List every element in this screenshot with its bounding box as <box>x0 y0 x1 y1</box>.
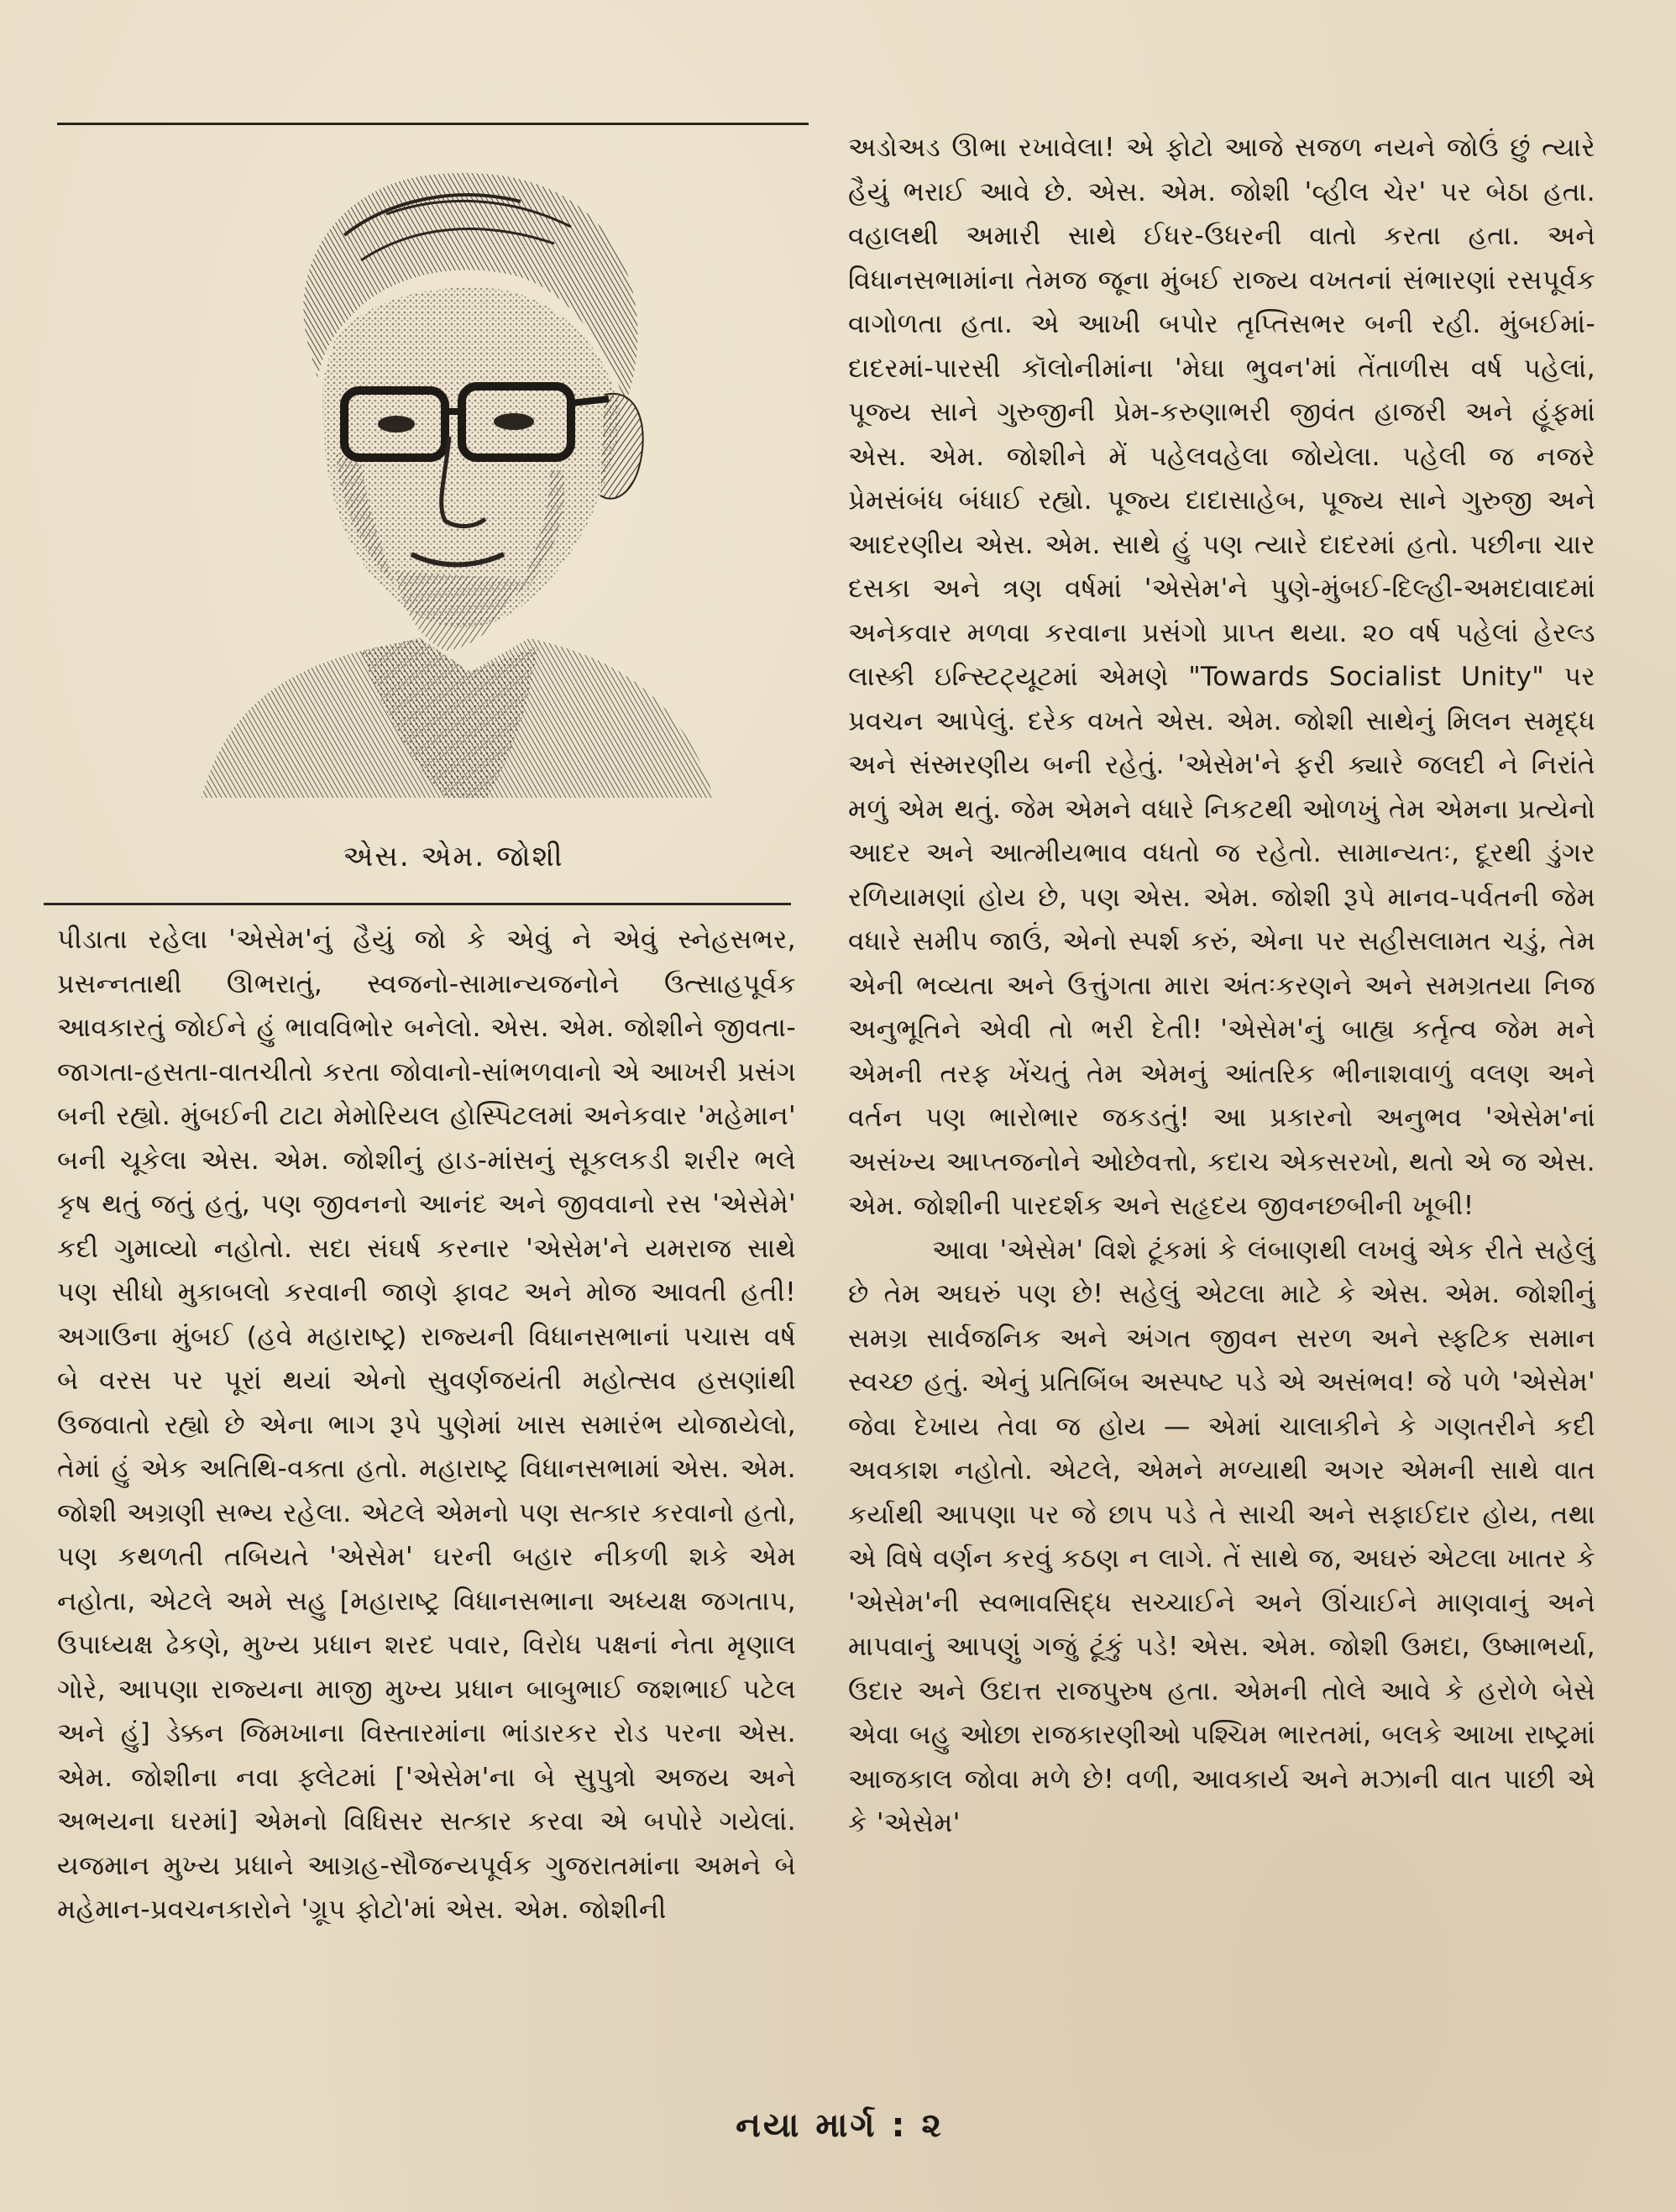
article-left-column <box>57 918 796 2068</box>
right-paragraph-1: અડોઅડ ઊભા રખાવેલા! એ ફોટો આજે સજળ નયને જોઉં છું ત્યારે હૈયું ભરાઈ આવે છે. એસ. એમ. જોશી 'વ્હીલ ચેર' પર બેઠા હતા. વહાલથી અમારી સાથે ઈધર-ઉધરની વાતો કરતા હતા. અને વિધાનસભામાંના તેમજ જૂના મુંબઈ રાજ્ય વખતનાં સંભારણાં રસપૂર્વક વાગોળતા હતા. એ આખી બપોર તૃપ્તિસભર બની રહી. મુંબઈમાં-દાદરમાં-પારસી કૉલોનીમાંના 'મેઘા ભુવન'માં તેંતાળીસ વર્ષ પહેલાં, પૂજ્ય સાને ગુરુજીની પ્રેમ-કરુણાભરી જીવંત હાજરી અને હૂંફમાં એસ. એમ. જોશીને મેં પહેલવહેલા જોયેલા. પહેલી જ નજરે પ્રેમસંબંધ બંધાઈ રહ્યો. પૂજ્ય દાદાસાહેબ, પૂજ્ય સાને ગુરુજી અને આદરણીય એસ. એમ. સાથે હું પણ ત્યારે દાદરમાં હતો. પછીના ચાર દસકા અને ત્રણ વર્ષમાં 'એસેમ'ને પુણે-મુંબઈ-દિલ્હી-અમદાવાદમાં અનેકવાર મળવા કરવાના પ્રસંગો પ્રાપ્ત થયા. ૨૦ વર્ષ પહેલાં હેરલ્ડ લાસ્કી ઇન્સ્ટિટ્યૂટમાં એમણે "Towards Socialist Unity" પર પ્રવચન આપેલું. દરેક વખતે એસ. એમ. જોશી સાથેનું મિલન સમૃદ્ધ અને સંસ્મરણીય બની રહેતું. 'એસેમ'ને ફરી ક્યારે જલદી ને નિરાંતે મળું એમ થતું. જેમ એમને વધારે નિકટથી ઓળખું તેમ એમના પ્રત્યેનો આદર અને આત્મીયભાવ વધતો જ રહેતો. સામાન્યતઃ, દૂરથી ડુંગર રળિયામણાં હોય છે, પણ એસ. એમ. જોશી રૂપે માનવ-પર્વતની જેમ વધારે સમીપ જાઉં, એનો સ્પર્શ કરું, એના પર સહીસલામત ચડું, તેમ એની ભવ્યતા અને ઉત્તુંગતા મારા અંતઃકરણને અને સમગ્રતયા નિજ અનુભૂતિને એવી તો ભરી દેતી! 'એસેમ'નું બાહ્ય કર્તૃત્વ જેમ મને એમની તરફ ખેંચતું તેમ એમનું આંતરિક ભીનાશવાળું વલણ અને વર્તન પણ ભારોભાર જકડતું! આ પ્રકારનો અનુભવ 'એસેમ'નાં અસંખ્ય આપ્તજનોને ઓછેવત્તો, કદાચ એકસરખો, થતો એ જ એસ. એમ. જોશીની પારદર્શક અને સહૃદય જીવનછબીની ખૂબી! <box>848 133 1595 1221</box>
right-paragraph-2: આવા 'એસેમ' વિશે ટૂંકમાં કે લંબાણથી લખવું એક રીતે સહેલું છે તેમ અઘરું પણ છે! સહેલું એટલા માટે કે એસ. એમ. જોશીનું સમગ્ર સાર્વજનિક અને અંગત જીવન સરળ અને સ્ફટિક સમાન સ્વચ્છ હતું. એનું પ્રતિબિંબ અસ્પષ્ટ પડે એ અસંભવ! જે પળે 'એસેમ' જેવા દેખાય તેવા જ હોય — એમાં ચાલાકીને કે ગણતરીને કદી અવકાશ નહોતો. એટલે, એમને મળ્યાથી અગર એમની સાથે વાત કર્યાથી આપણા પર જે છાપ પડે તે સાચી અને સફાઈદાર હોય, તથા એ વિષે વર્ણન કરવું કઠણ ન લાગે. તેં સાથે જ, અઘરું એટલા ખાતર કે 'એસેમ'ની સ્વભાવસિદ્ધ સચ્ચાઈને અને ઊંચાઈને માણવાનું અને માપવાનું આપણું ગજું ટૂંકું પડે! એસ. એમ. જોશી ઉમદા, ઉષ્માભર્યા, ઉદાર અને ઉદાત્ત રાજપુરુષ હતા. એમની તોલે આવે કે હરોળે બેસે એવા બહુ ઓછા રાજકારણીઓ પશ્ચિમ ભારતમાં, બલકે આખા રાષ્ટ્રમાં આજકાલ જોવા મળે છે! વળી, આવકાર્ય અને મઝાની વાત પાછી એ કે 'એસેમ' <box>848 1234 1595 1838</box>
page-footer: નયા માર્ગ : ૨ <box>736 2106 944 2145</box>
portrait-caption: એસ. એમ. જોશી <box>343 840 564 873</box>
article-right-column <box>848 126 1595 2066</box>
caption-rule <box>44 903 791 905</box>
top-left-rule <box>57 123 809 125</box>
left-paragraph-1: પીડાતા રહેલા 'એસેમ'નું હૈયું જો કે એવું ને એવું સ્નેહસભર, પ્રસન્નતાથી ઊભરાતું, સ્વજનો-સામાન્યજનોને ઉત્સાહપૂર્વક આવકારતું જોઈને હું ભાવવિભોર બનેલો. એસ. એમ. જોશીને જીવતા-જાગતા-હસતા-વાતચીતો કરતા જોવાનો-સાંભળવાનો એ આખરી પ્રસંગ બની રહ્યો. મુંબઈની ટાટા મેમોરિયલ હોસ્પિટલમાં અનેકવાર 'મહેમાન' બની ચૂકેલા એસ. એમ. જોશીનું હાડ-માંસનું સૂકલકડી શરીર ભલે કૃષ થતું જતું હતું, પણ જીવનનો આનંદ અને જીવવાનો રસ 'એસેમે' કદી ગુમાવ્યો નહોતો. સદા સંઘર્ષ કરનાર 'એસેમ'ને યમરાજ સાથે પણ સીધો મુકાબલો કરવાની જાણે ફાવટ અને મોજ આવતી હતી! અગાઉના મુંબઈ (હવે મહારાષ્ટ્ર) રાજ્યની વિધાનસભાનાં પચાસ વર્ષ બે વરસ પર પૂરાં થયાં એનો સુવર્ણજયંતી મહોત્સવ હસણાંથી ઉજવાતો રહ્યો છે એના ભાગ રૂપે પુણેમાં ખાસ સમારંભ યોજાયેલો, તેમાં હું એક અતિથિ-વક્તા હતો. મહારાષ્ટ્ર વિધાનસભામાં એસ. એમ. જોશી અગ્રણી સભ્ય રહેલા. એટલે એમનો પણ સત્કાર કરવાનો હતો, પણ કથળતી તબિયતે 'એસેમ' ઘરની બહાર નીકળી શકે એમ નહોતા, એટલે અમે સહુ [મહારાષ્ટ્ર વિધાનસભાના અધ્યક્ષ જગતાપ, ઉપાધ્યક્ષ ઢેકણે, મુખ્ય પ્રધાન શરદ પવાર, વિરોધ પક્ષનાં નેતા મૃણાલ ગોરે, આપણા રાજ્યના માજી મુખ્ય પ્રધાન બાબુભાઈ જશભાઈ પટેલ અને હું] ડેક્કન જિમખાના વિસ્તારમાંના ભાંડારકર રોડ પરના એસ. એમ. જોશીના નવા ફ્લેટમાં ['એસેમ'ના બે સુપુત્રો અજય અને અભયના ઘરમાં] એમનો વિધિસર સત્કાર કરવા એ બપોરે ગયેલાં. યજમાન મુખ્ય પ્રધાને આગ્રહ-સૌજન્યપૂર્વક ગુજરાતમાંના અમને બે મહેમાન-પ્રવચનકારોને 'ગ્રૂપ ફોટો'માં એસ. એમ. જોશીની <box>57 925 796 1925</box>
portrait-sketch <box>168 134 739 815</box>
